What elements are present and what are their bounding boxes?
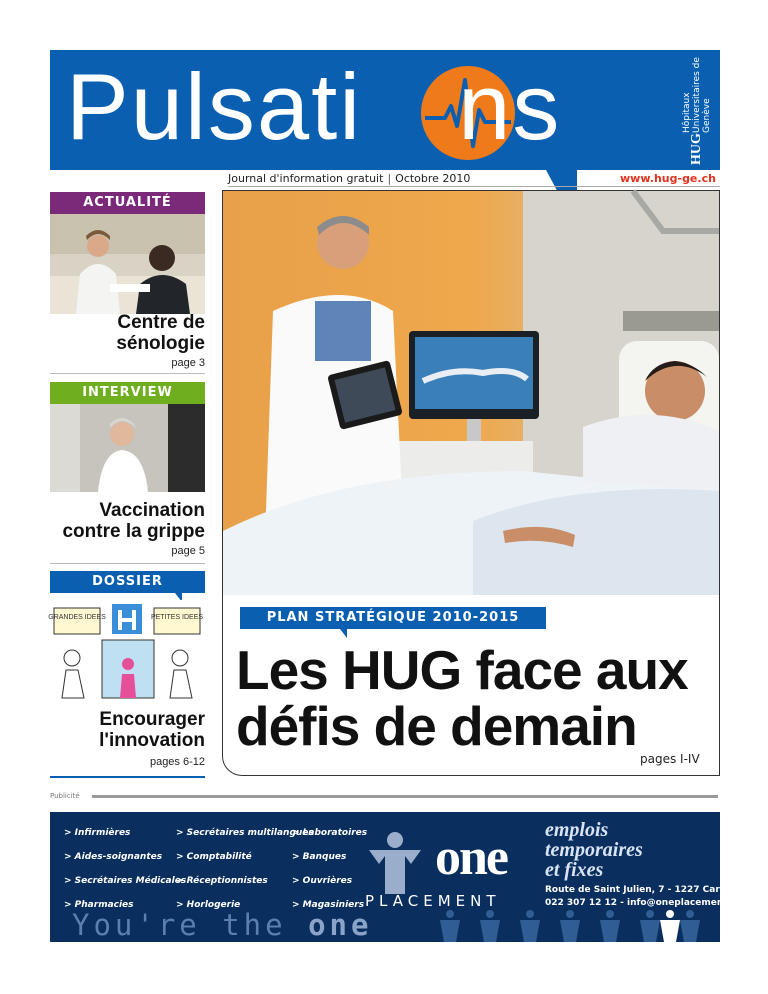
hug-logo	[683, 55, 711, 165]
slogan-word: one	[308, 908, 373, 942]
doctor-patient-photo	[223, 191, 719, 595]
subtitle-separator: |	[387, 172, 392, 185]
ad-job-item: > Horlogerie	[176, 900, 241, 910]
ad-rule	[92, 795, 718, 798]
thumb-dossier[interactable]	[50, 600, 205, 705]
teaser-title-interview[interactable]: Vaccination contre la grippe	[62, 500, 205, 542]
teaser-title-actualite[interactable]: Centre de sénologie	[116, 312, 205, 354]
people-pattern-icon	[430, 908, 720, 942]
cartoon-left-sign: GRANDES IDEES	[48, 614, 106, 621]
subtitle-text: Journal d'information gratuit	[228, 172, 384, 185]
teaser-title-dossier[interactable]: Encourager l'innovation	[99, 709, 205, 751]
ad-brand-name: one	[435, 829, 507, 886]
ad-phone-email[interactable]: 022 307 12 12 - info@oneplacement.com	[545, 898, 752, 908]
cartoon-right-sign: PETITES IDEES	[150, 614, 204, 621]
title-right: ns	[458, 54, 562, 159]
ad-tagline	[545, 820, 643, 880]
tagline-line: emplois	[545, 819, 609, 841]
tagline-line: temporaires	[545, 839, 643, 861]
ad-job-item: > Réceptionnistes	[176, 876, 268, 886]
masthead-title	[66, 52, 561, 162]
ad-job-item: > Infirmières	[64, 828, 131, 838]
innovation-cartoon	[50, 600, 205, 705]
page-ref-interview: page 5	[171, 545, 205, 557]
ad-job-item: > Banques	[292, 852, 347, 862]
tagline-line: et fixes	[545, 859, 604, 881]
thumb-actualite[interactable]	[50, 214, 205, 314]
issue-date: Octobre 2010	[395, 172, 471, 185]
ad-job-item: > Laboratoires	[292, 828, 368, 838]
title-left: Pulsati	[66, 54, 363, 159]
hug-fullname: Hôpitaux Universitaires de Genève	[682, 57, 712, 134]
website-link[interactable]: www.hug-ge.ch	[620, 172, 716, 185]
section-divider	[50, 373, 205, 374]
hug-acronym: HUG	[689, 133, 704, 165]
sidebar-bottom-rule	[50, 776, 205, 778]
ad-job-item: > Comptabilité	[176, 852, 252, 862]
doctor-portrait-photo	[50, 404, 205, 492]
consultation-photo	[50, 214, 205, 314]
ad-label: Publicité	[50, 792, 80, 800]
ad-brand	[365, 822, 535, 912]
ad-brand-sub: PLACEMENT	[365, 892, 501, 910]
ad-job-item: > Ouvrières	[292, 876, 353, 886]
main-page-ref: pages I-IV	[640, 752, 700, 766]
page-ref-dossier: pages 6-12	[149, 756, 205, 768]
ad-address: Route de Saint Julien, 7 - 1227 Carouge	[545, 885, 745, 895]
ad-job-item: > Secrétaires multilangues	[176, 828, 314, 838]
ad-contact	[545, 884, 752, 910]
ad-slogan	[72, 908, 372, 942]
tag-tail	[340, 629, 347, 638]
section-heading-dossier: DOSSIER	[50, 571, 205, 593]
page-ref-actualite: page 3	[171, 357, 205, 369]
cover-photo	[223, 191, 719, 595]
ad-job-item: > Aides-soignantes	[64, 852, 163, 862]
journal-subtitle	[228, 172, 470, 185]
person-icon	[365, 830, 425, 894]
one-placement-ad[interactable]	[50, 812, 752, 942]
story-tag: PLAN STRATÉGIQUE 2010-2015	[240, 607, 546, 629]
thumb-interview[interactable]	[50, 404, 205, 504]
slogan-text: You're the	[72, 908, 287, 942]
section-divider	[50, 563, 205, 564]
main-headline[interactable]: Les HUG face aux défis de demain	[236, 639, 688, 757]
section-heading-actualite: ACTUALITÉ	[50, 192, 205, 214]
masthead-rule	[228, 186, 720, 187]
ad-job-item: > Pharmacies	[64, 900, 134, 910]
ad-job-item: > Secrétaires Médicales	[64, 876, 187, 886]
section-heading-interview: INTERVIEW	[50, 382, 205, 404]
ad-job-item: > Magasiniers	[292, 900, 365, 910]
